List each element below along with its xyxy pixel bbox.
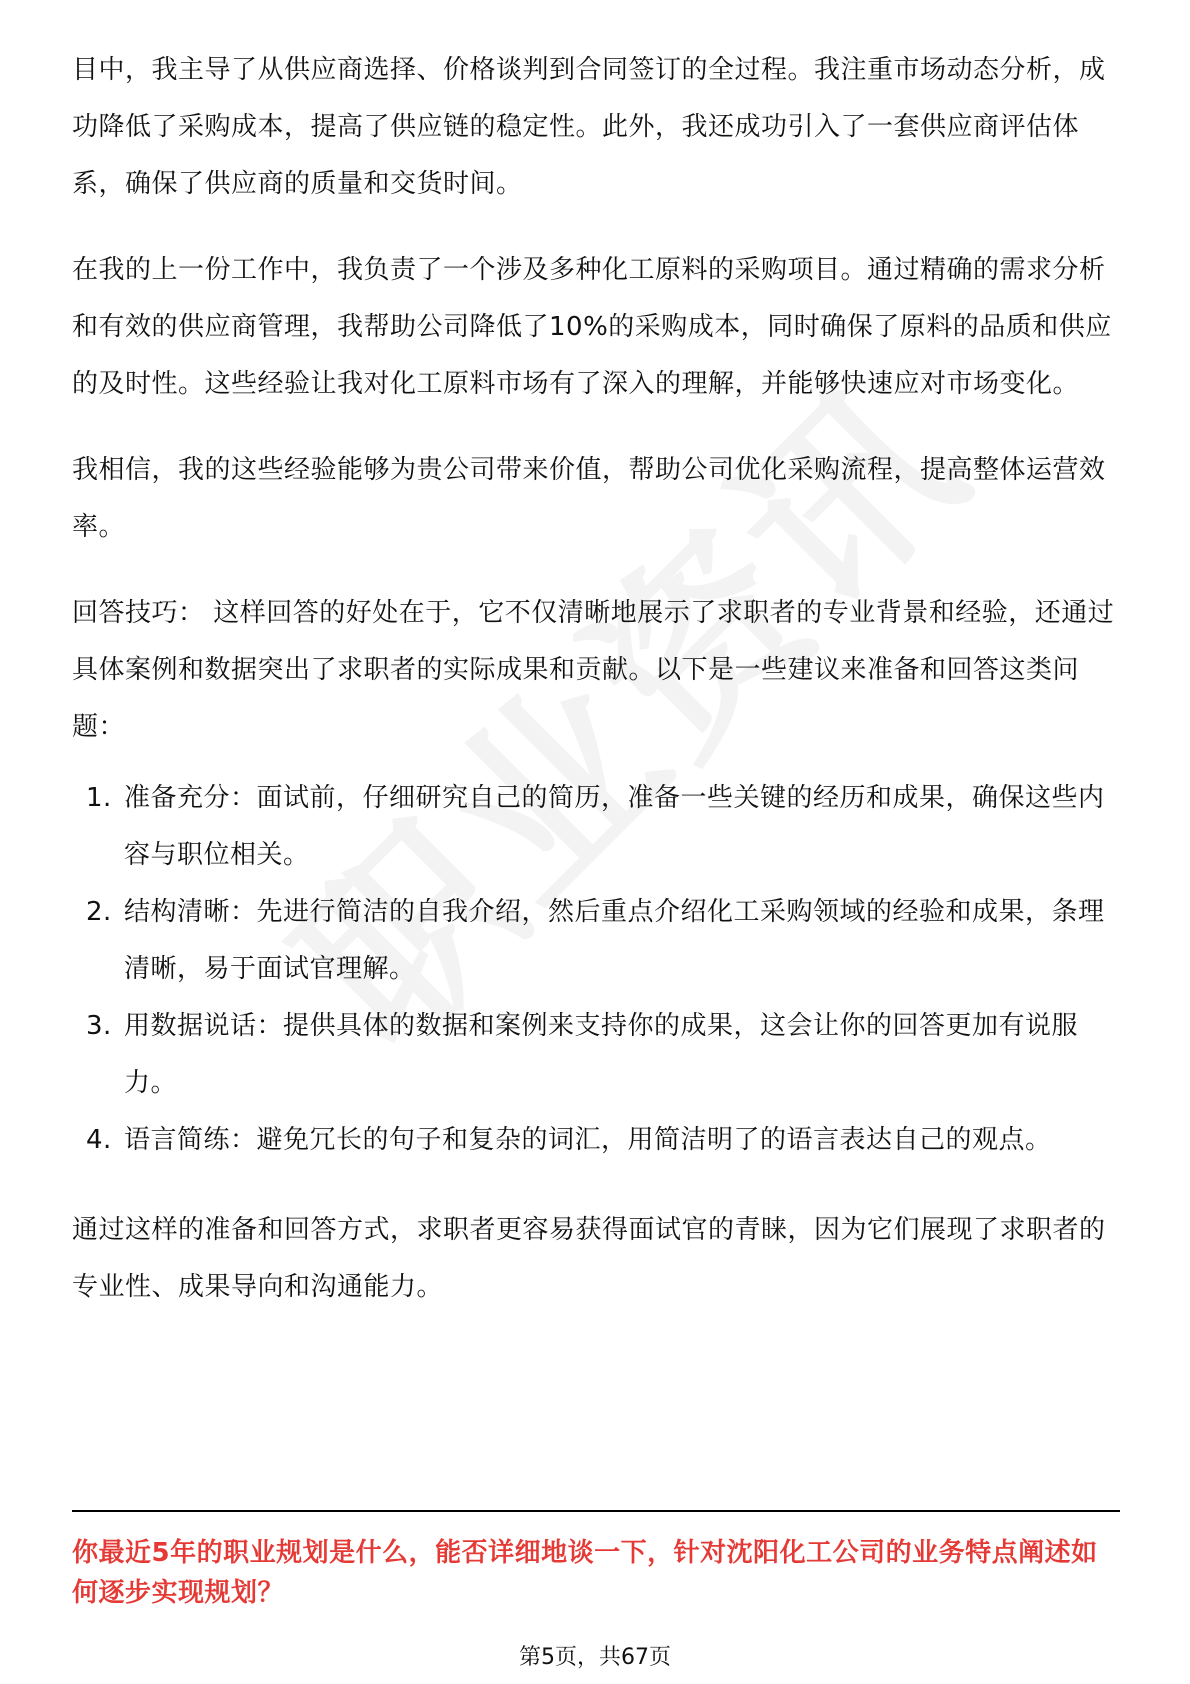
list-item [72,998,1120,1112]
paragraph-value: 我相信，我的这些经验能够为贵公司带来价值，帮助公司优化采购流程，提高整体运营效率。 [72,455,1106,542]
paragraph-previous-job: 在我的上一份工作中，我负责了一个涉及多种化工原料的采购项目。通过精确的需求分析和有效的供应商管理，我帮助公司降低了10%的采购成本，同时确保了原料的品质和供应的及时性。这些经验让我对化工原料市场有了深入的理解，并能够快速应对市场变化。 [72,255,1112,399]
list-text: 准备充分：面试前，仔细研究自己的简历，准备一些关键的经历和成果，确保这些内容与职位相关。 [124,783,1105,870]
list-number: 1. [86,783,112,813]
tips-list [72,770,1120,1169]
paragraph-experience: 目中，我主导了从供应商选择、价格谈判到合同签订的全过程。我注重市场动态分析，成功降低了采购成本，提高了供应链的稳定性。此外，我还成功引入了一套供应商评估体系，确保了供应商的质量和交货时间。 [72,55,1106,199]
list-number: 3. [86,1011,112,1041]
list-item [72,770,1120,884]
list-number: 2. [86,897,112,927]
list-item [72,884,1120,998]
answer-body [72,42,1120,1345]
paragraph-closing: 通过这样的准备和回答方式，求职者更容易获得面试官的青睐，因为它们展现了求职者的专业性、成果导向和沟通能力。 [72,1215,1106,1302]
list-text: 语言简练：避免冗长的句子和复杂的词汇，用简洁明了的语言表达自己的观点。 [124,1125,1052,1155]
list-text: 用数据说话：提供具体的数据和案例来支持你的成果，这会让你的回答更加有说服力。 [124,1011,1079,1098]
page-footer: 第5页，共67页 [519,1645,671,1670]
list-text: 结构清晰：先进行简洁的自我介绍，然后重点介绍化工采购领域的经验和成果，条理清晰，易于面试官理解。 [124,897,1105,984]
list-item [72,1112,1120,1169]
next-question: 你最近5年的职业规划是什么，能否详细地谈一下，针对沈阳化工公司的业务特点阐述如何逐步实现规划？ [72,1538,1098,1608]
section-divider [72,1510,1120,1512]
list-number: 4. [86,1125,112,1155]
paragraph-answer-tips: 回答技巧： 这样回答的好处在于，它不仅清晰地展示了求职者的专业背景和经验，还通过具体案例和数据突出了求职者的实际成果和贡献。以下是一些建议来准备和回答这类问题： [72,598,1115,742]
